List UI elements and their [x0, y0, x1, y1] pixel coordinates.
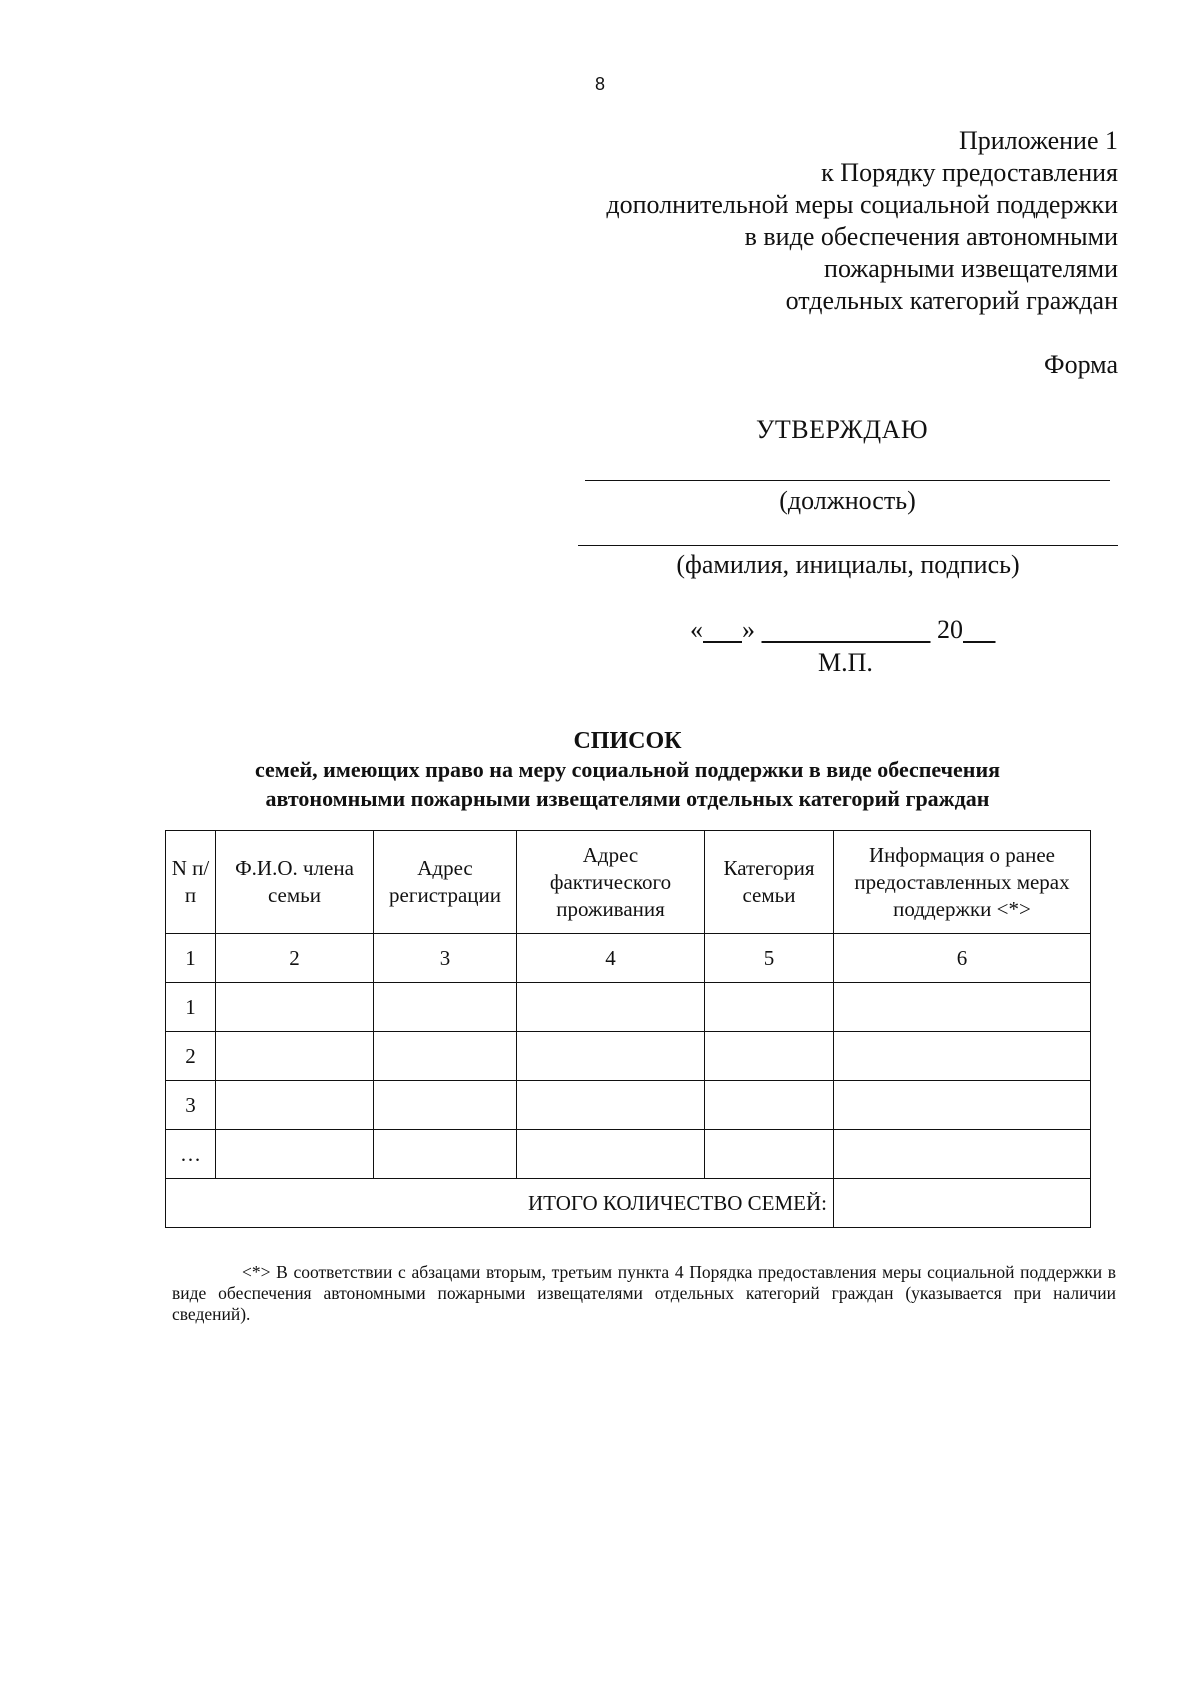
empty-cell — [834, 983, 1091, 1032]
month-blank — [762, 615, 931, 644]
row-number: 3 — [166, 1081, 216, 1130]
signature-caption: (фамилия, инициалы, подпись) — [676, 550, 1020, 579]
header-cell-family-category: Категория семьи — [705, 831, 834, 934]
empty-cell — [216, 1130, 374, 1179]
empty-cell — [834, 1081, 1091, 1130]
empty-cell — [374, 983, 517, 1032]
appendix-line: Приложение 1 — [958, 126, 1118, 155]
header-cell-previous-support: Информация о ранее предоставленных мерах поддержки <*> — [834, 831, 1091, 934]
empty-cell — [834, 1130, 1091, 1179]
empty-cell — [517, 1081, 705, 1130]
empty-cell — [216, 983, 374, 1032]
form-label: Форма — [1044, 350, 1118, 379]
column-number: 4 — [517, 934, 705, 983]
column-number: 6 — [834, 934, 1091, 983]
table-row — [166, 1081, 1091, 1130]
total-families-value — [834, 1179, 1091, 1228]
row-number: … — [166, 1130, 216, 1179]
column-number: 3 — [374, 934, 517, 983]
appendix-reference — [606, 125, 1118, 317]
empty-cell — [374, 1032, 517, 1081]
empty-cell — [834, 1032, 1091, 1081]
empty-cell — [517, 1032, 705, 1081]
document-subtitle — [0, 755, 1200, 813]
page-number: 8 — [594, 74, 605, 94]
subtitle-line: автономными пожарными извещателями отдельных категорий граждан — [265, 786, 990, 811]
appendix-line: в виде обеспечения автономными — [744, 222, 1118, 251]
column-number: 5 — [705, 934, 834, 983]
column-number-row — [166, 934, 1091, 983]
header-cell-number: N п/п — [166, 831, 216, 934]
empty-cell — [517, 983, 705, 1032]
table-row — [166, 1032, 1091, 1081]
header-cell-full-name: Ф.И.О. члена семьи — [216, 831, 374, 934]
row-number: 1 — [166, 983, 216, 1032]
total-row — [166, 1179, 1091, 1228]
footnote-text: <*> В соответствии с абзацами вторым, третьим пункта 4 Порядка предоставления меры социальной поддержки в виде обеспечения автономными пожарными извещателями отдельных категорий граждан (указывается при наличии сведений). — [172, 1262, 1116, 1324]
empty-cell — [216, 1081, 374, 1130]
year-prefix: 20 — [937, 615, 963, 644]
name-signature-line — [578, 545, 1118, 546]
approve-heading: УТВЕРЖДАЮ — [756, 415, 929, 444]
position-caption: (должность) — [779, 486, 916, 515]
table-row — [166, 983, 1091, 1032]
family-list-table — [165, 830, 1091, 1228]
empty-cell — [216, 1032, 374, 1081]
subtitle-line: семей, имеющих право на меру социальной поддержки в виде обеспечения — [254, 757, 1001, 782]
empty-cell — [705, 983, 834, 1032]
empty-cell — [374, 1081, 517, 1130]
date-close-quote: » — [742, 615, 755, 644]
table-row — [166, 1130, 1091, 1179]
stamp-placeholder: М.П. — [818, 648, 873, 677]
row-number: 2 — [166, 1032, 216, 1081]
document-title: СПИСОК — [573, 728, 682, 754]
total-families-label: ИТОГО КОЛИЧЕСТВО СЕМЕЙ: — [166, 1179, 834, 1228]
column-number: 2 — [216, 934, 374, 983]
empty-cell — [705, 1130, 834, 1179]
header-cell-registration-address: Адрес регистрации — [374, 831, 517, 934]
year-blank — [963, 615, 996, 644]
appendix-line: к Порядку предоставления — [821, 158, 1118, 187]
appendix-line: пожарными извещателями — [824, 254, 1118, 283]
header-cell-actual-address: Адрес фактического проживания — [517, 831, 705, 934]
appendix-line: дополнительной меры социальной поддержки — [606, 190, 1118, 219]
empty-cell — [705, 1081, 834, 1130]
empty-cell — [517, 1130, 705, 1179]
appendix-line: отдельных категорий граждан — [785, 286, 1118, 315]
footnote — [172, 1262, 1116, 1325]
empty-cell — [374, 1130, 517, 1179]
position-signature-line — [585, 480, 1110, 481]
date-line — [690, 615, 996, 645]
header-row — [166, 831, 1091, 934]
date-open-quote: « — [690, 615, 703, 644]
empty-cell — [705, 1032, 834, 1081]
column-number: 1 — [166, 934, 216, 983]
day-blank — [703, 615, 742, 644]
